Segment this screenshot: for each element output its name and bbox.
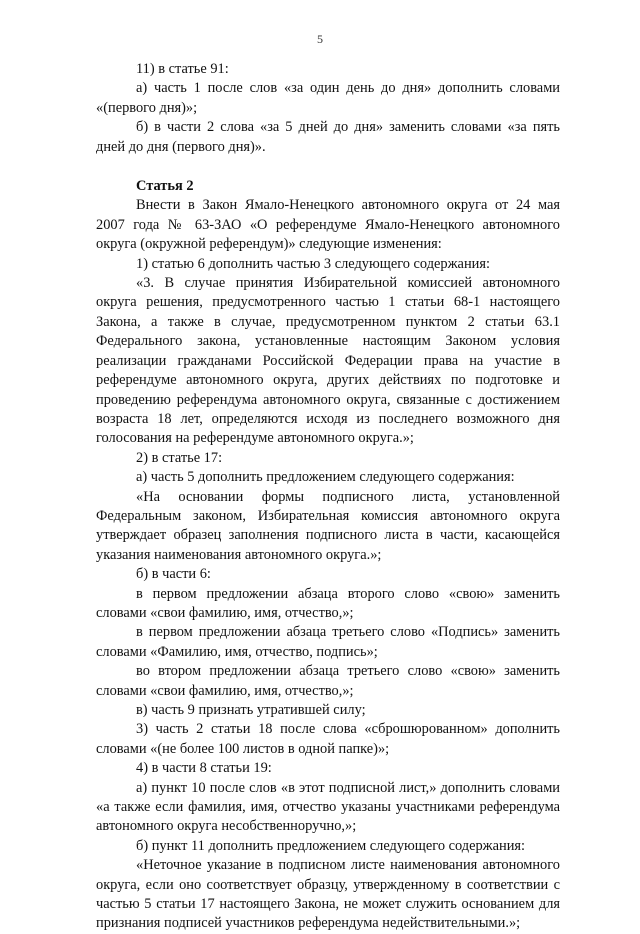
paragraph: в первом предложении абзаца третьего слово «Подпись» заменить словами «Фамилию, имя, отчество, подпись»; (96, 624, 560, 660)
paragraph: Внести в Закон Ямало-Ненецкого автономного округа от 24 мая 2007 года № 63-ЗАО «О референдуме Ямало-Ненецкого автономного округа (окружной референдум)» следующие изменения: (96, 197, 560, 253)
document-body (96, 60, 560, 934)
section-gap (96, 157, 560, 177)
paragraph: а) часть 5 дополнить предложением следующего содержания: (136, 469, 515, 486)
paragraph: в первом предложении абзаца второго слово «свою» заменить словами «свои фамилию, имя, отчество,»; (96, 585, 560, 621)
paragraph: 1) статью 6 дополнить частью 3 следующего содержания: (136, 255, 490, 272)
paragraph: 3) часть 2 статьи 18 после слова «сброшюрованном» дополнить словами «(не более 100 листов в одной папке)»; (96, 721, 560, 757)
paragraph: б) пункт 11 дополнить предложением следующего содержания: (136, 837, 526, 854)
paragraph: б) в части 6: (136, 566, 211, 583)
paragraph: 2) в статье 17: (136, 449, 223, 466)
page-number: 5 (317, 32, 323, 46)
paragraph: б) в части 2 слова «за 5 дней до дня» заменить словами «за пять дней до дня (первого дня)». (96, 119, 560, 155)
article-title: Статья 2 (136, 178, 194, 195)
paragraph: «Неточное указание в подписном листе наименования автономного округа, если оно соответствует образцу, утвержденному в соответствии с частью 5 статьи 17 настоящего Закона, не может служить основанием для признания подписей участников референдума недействительными.»; (96, 857, 560, 932)
paragraph: а) часть 1 после слов «за один день до дня» дополнить словами «(первого дня)»; (96, 80, 560, 116)
paragraph: 4) в части 8 статьи 19: (136, 760, 272, 777)
paragraph: «3. В случае принятия Избирательной комиссией автономного округа решения, предусмотренного частью 1 статьи 68-1 настоящего Закона, а также в случае, предусмотренном пунктом 2 статьи 63.1 Федерального закона, установленные настоящим Законом условия реализации гражданами Российской Федерации права на участие в референдуме автономного округа, других действиях по подготовке и проведению референдума автономного округа, связанные с достижением возраста 18 лет, определяются исходя из последнего возможного дня голосования на референдуме автономного округа.»; (96, 275, 560, 447)
paragraph: во втором предложении абзаца третьего слово «свою» заменить словами «свои фамилию, имя, отчество,»; (96, 663, 560, 699)
paragraph: а) пункт 10 после слов «в этот подписной лист,» дополнить словами «а также если фамилия, имя, отчество указаны участниками референдума автономного округа несобственноручно,»; (96, 779, 560, 835)
paragraph: в) часть 9 признать утратившей силу; (136, 702, 366, 718)
paragraph: 11) в статье 91: (136, 61, 229, 77)
paragraph: «На основании формы подписного листа, установленной Федеральным законом, Избирательная комиссия автономного округа утверждает образец заполнения подписного листа в части, касающейся указания наименования автономного округа.»; (96, 488, 560, 563)
